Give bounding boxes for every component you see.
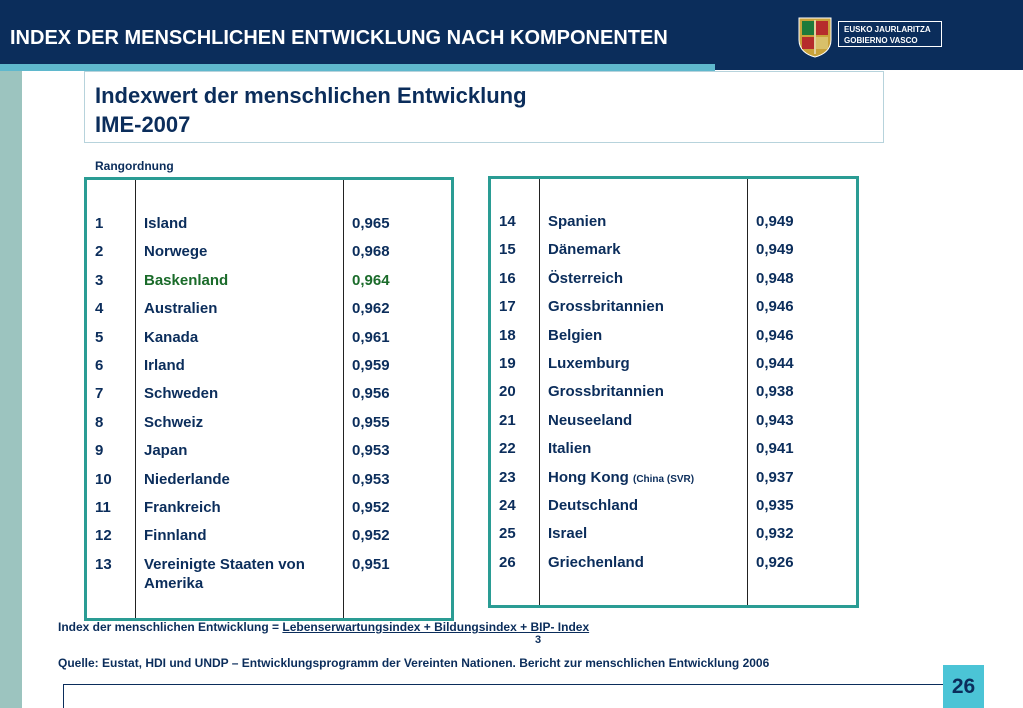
country-cell — [144, 441, 187, 460]
source-note: Quelle: Eustat, HDI und UNDP – Entwicklungsprogramm der Vereinten Nationen. Bericht zur menschlichen Entwicklung 2006 — [58, 656, 770, 670]
country-name: Schweden — [144, 385, 219, 403]
country-cell — [548, 496, 638, 515]
value-cell: 0,951 — [352, 555, 390, 573]
column-divider — [539, 179, 540, 605]
rank-cell: 19 — [499, 355, 516, 372]
value-cell: 0,962 — [352, 300, 390, 318]
hdi-formula — [58, 620, 589, 634]
country-cell — [144, 356, 185, 375]
subtitle-line-1: Indexwert der menschlichen Entwicklung — [95, 83, 527, 108]
value-cell: 0,937 — [756, 468, 794, 486]
country-cell — [548, 524, 587, 543]
value-cell: 0,952 — [352, 527, 390, 545]
rank-cell: 2 — [95, 243, 104, 261]
country-name: Belgien — [548, 326, 603, 344]
value-cell: 0,948 — [756, 269, 794, 287]
country-name: Kanada — [144, 328, 199, 346]
country-cell — [548, 354, 630, 373]
footer-line — [63, 684, 943, 685]
value-cell: 0,964 — [352, 271, 390, 289]
rank-cell: 9 — [95, 442, 104, 460]
formula-divisor: 3 — [535, 634, 542, 646]
country-cell — [144, 498, 221, 517]
value-cell: 0,953 — [352, 470, 390, 488]
country-name: Israel — [548, 525, 588, 543]
logo-line-2: GOBIERNO VASCO — [844, 36, 918, 45]
rank-cell: 15 — [499, 241, 516, 259]
country-name-line-2: Amerika — [144, 574, 204, 592]
rank-cell: 5 — [95, 328, 104, 346]
country-cell — [548, 269, 623, 288]
country-name: Neuseeland — [548, 411, 633, 429]
value-cell: 0,956 — [352, 385, 390, 403]
value-cell: 0,932 — [756, 525, 794, 543]
rank-cell: 24 — [499, 497, 516, 514]
country-name: Deutschland — [548, 497, 639, 514]
value-cell: 0,952 — [352, 499, 390, 516]
rank-cell: 26 — [499, 553, 516, 571]
page-title: INDEX DER MENSCHLICHEN ENTWICKLUNG NACH KOMPONENTEN — [10, 27, 668, 49]
country-name: Grossbritannien — [548, 298, 664, 316]
country-cell — [144, 271, 228, 290]
rank-cell: 22 — [499, 440, 516, 458]
rank-cell: 3 — [95, 271, 104, 289]
country-name: Hong Kong — [548, 468, 629, 486]
value-cell: 0,943 — [756, 411, 794, 429]
subtitle-box — [84, 71, 884, 143]
value-cell: 0,938 — [756, 383, 794, 401]
country-cell — [144, 526, 207, 545]
country-name: Dänemark — [548, 241, 621, 259]
country-name: Italien — [548, 440, 592, 458]
country-name: Japan — [144, 442, 188, 460]
subtitle-line-2: IME-2007 — [95, 112, 191, 137]
country-name: Finnland — [144, 527, 207, 545]
rank-cell: 21 — [499, 411, 516, 429]
value-cell: 0,935 — [756, 497, 794, 514]
rank-cell: 8 — [95, 413, 104, 431]
column-divider — [135, 180, 136, 618]
subtitle — [95, 81, 527, 139]
country-cell — [548, 240, 621, 259]
formula-components: Lebenserwartungsindex + Bildungsindex + BIP- Index — [282, 620, 590, 634]
value-cell: 0,959 — [352, 357, 390, 374]
country-name: Spanien — [548, 213, 607, 230]
country-cell — [548, 439, 591, 458]
rank-cell: 4 — [95, 300, 104, 318]
value-cell: 0,944 — [756, 355, 794, 372]
country-name: Irland — [144, 357, 185, 374]
country-name: Island — [144, 215, 188, 232]
country-name: Grossbritannien — [548, 383, 664, 401]
left-decorative-bar — [0, 71, 22, 708]
country-cell — [548, 326, 602, 345]
rank-cell: 23 — [499, 468, 516, 486]
country-cell — [548, 468, 694, 489]
value-cell: 0,949 — [756, 241, 794, 259]
country-cell — [548, 553, 644, 572]
value-cell: 0,968 — [352, 243, 390, 261]
value-cell: 0,941 — [756, 440, 794, 458]
country-cell — [548, 297, 664, 316]
country-cell — [548, 382, 664, 401]
rank-cell: 17 — [499, 298, 516, 316]
value-cell: 0,946 — [756, 298, 794, 316]
country-name: Vereinigte Staaten von — [144, 555, 305, 573]
country-cell — [144, 555, 305, 593]
rank-cell: 20 — [499, 383, 516, 401]
value-cell: 0,949 — [756, 213, 794, 230]
rank-cell: 14 — [499, 213, 516, 230]
country-name: Norwege — [144, 243, 208, 261]
country-name: Griechenland — [548, 553, 644, 571]
country-name: Österreich — [548, 269, 624, 287]
header-accent-stripe — [0, 64, 715, 71]
country-name: Frankreich — [144, 499, 221, 516]
header-bar — [0, 0, 1023, 70]
ranking-table-right — [488, 176, 859, 608]
value-cell: 0,955 — [352, 413, 390, 431]
coat-of-arms-icon — [795, 14, 835, 58]
rank-cell: 7 — [95, 385, 104, 403]
footer-tick — [63, 684, 64, 708]
country-note: (China (SVR) — [632, 473, 695, 485]
value-cell: 0,946 — [756, 326, 794, 344]
rank-cell: 1 — [95, 215, 104, 232]
rank-cell: 25 — [499, 525, 516, 543]
country-cell — [144, 214, 187, 233]
value-cell: 0,953 — [352, 442, 390, 460]
value-cell: 0,961 — [352, 328, 390, 346]
country-cell — [144, 299, 217, 318]
country-cell — [548, 411, 632, 430]
country-cell — [548, 212, 606, 231]
ranking-table-left — [84, 177, 454, 621]
country-cell — [144, 384, 218, 403]
rank-cell: 13 — [95, 555, 112, 573]
rank-label: Rangordnung — [95, 159, 174, 173]
country-cell — [144, 328, 198, 347]
page-number: 26 — [943, 665, 984, 708]
rank-cell: 16 — [499, 269, 516, 287]
country-name: Luxemburg — [548, 355, 630, 372]
government-logo — [838, 21, 942, 47]
country-cell — [144, 242, 207, 261]
column-divider — [343, 180, 344, 618]
formula-prefix: Index der menschlichen Entwicklung = — [58, 620, 283, 634]
rank-cell: 18 — [499, 326, 516, 344]
column-divider — [747, 179, 748, 605]
logo-line-1: EUSKO JAURLARITZA — [844, 25, 931, 34]
rank-cell: 12 — [95, 527, 112, 545]
country-name: Niederlande — [144, 470, 230, 488]
value-cell: 0,926 — [756, 553, 794, 571]
country-name: Baskenland — [144, 271, 229, 289]
rank-cell: 6 — [95, 357, 104, 374]
country-name: Australien — [144, 300, 218, 318]
country-name: Schweiz — [144, 413, 204, 431]
rank-cell: 10 — [95, 470, 112, 488]
value-cell: 0,965 — [352, 215, 390, 232]
country-cell — [144, 413, 203, 432]
country-cell — [144, 470, 230, 489]
rank-cell: 11 — [95, 499, 111, 516]
